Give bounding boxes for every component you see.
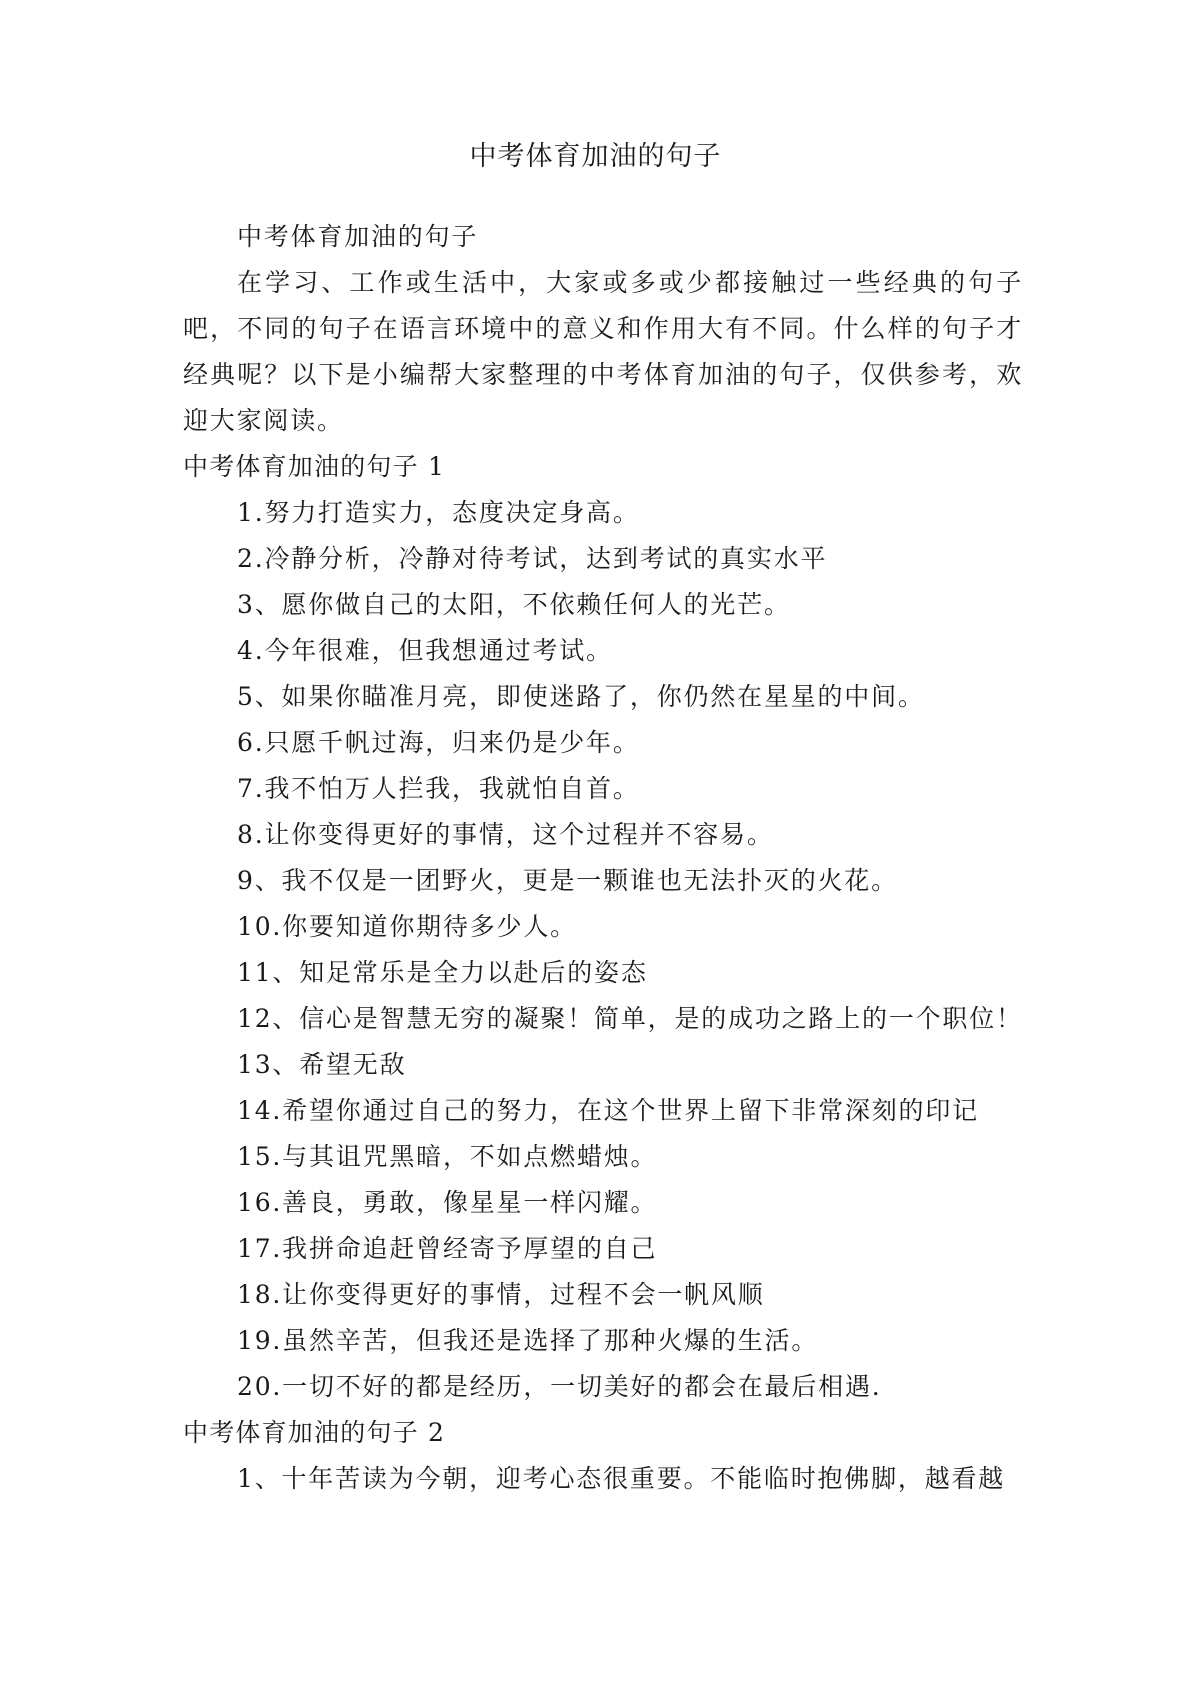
list-item: 7.我不怕万人拦我，我就怕自首。 [237, 774, 640, 803]
list-item: 11、知足常乐是全力以赴后的姿态 [237, 958, 648, 987]
section-heading-2: 中考体育加油的句子 2 [183, 1418, 446, 1447]
list-item: 12、信心是智慧无穷的凝聚！简单，是的成功之路上的一个职位！ [237, 1004, 1023, 1033]
list-item: 3、愿你做自己的太阳，不依赖任何人的光芒。 [237, 590, 791, 619]
document-body [183, 214, 1023, 1502]
list-item: 13、希望无敌 [237, 1050, 407, 1079]
list-item: 5、如果你瞄准月亮，即使迷路了，你仍然在星星的中间。 [237, 682, 925, 711]
list-item: 16.善良，勇敢，像星星一样闪耀。 [237, 1188, 658, 1217]
list-item: 4.今年很难，但我想通过考试。 [237, 636, 613, 665]
document-title: 中考体育加油的句子 [469, 141, 722, 172]
list-item: 20.一切不好的都是经历，一切美好的都会在最后相遇. [237, 1372, 882, 1401]
section-1-list [183, 490, 1023, 1410]
list-item: 1、十年苦读为今朝，迎考心态很重要。不能临时抱佛脚，越看越 [237, 1464, 1006, 1493]
list-item: 19.虽然辛苦，但我还是选择了那种火爆的生活。 [237, 1326, 819, 1355]
list-item: 6.只愿千帆过海，归来仍是少年。 [237, 728, 640, 757]
list-item: 8.让你变得更好的事情，这个过程并不容易。 [237, 820, 774, 849]
list-item: 1.努力打造实力，态度决定身高。 [237, 498, 640, 527]
section-heading-1: 中考体育加油的句子 1 [183, 452, 446, 481]
list-item: 18.让你变得更好的事情，过程不会一帆风顺 [237, 1280, 765, 1309]
intro-heading: 中考体育加油的句子 [237, 222, 479, 251]
list-item: 9、我不仅是一团野火，更是一颗谁也无法扑灭的火花。 [237, 866, 898, 895]
list-item: 10.你要知道你期待多少人。 [237, 912, 577, 941]
list-item: 2.冷静分析，冷静对待考试，达到考试的真实水平 [237, 544, 828, 573]
intro-paragraph: 在学习、工作或生活中，大家或多或少都接触过一些经典的句子吧，不同的句子在语言环境中的意义和作用大有不同。什么样的句子才经典呢？以下是小编帮大家整理的中考体育加油的句子，仅供参考，欢迎大家阅读。 [183, 268, 1023, 435]
list-item: 14.希望你通过自己的努力，在这个世界上留下非常深刻的印记 [237, 1096, 979, 1125]
section-2-list [183, 1456, 1023, 1502]
list-item: 17.我拼命追赶曾经寄予厚望的自己 [237, 1234, 658, 1263]
list-item: 15.与其诅咒黑暗，不如点燃蜡烛。 [237, 1142, 658, 1171]
